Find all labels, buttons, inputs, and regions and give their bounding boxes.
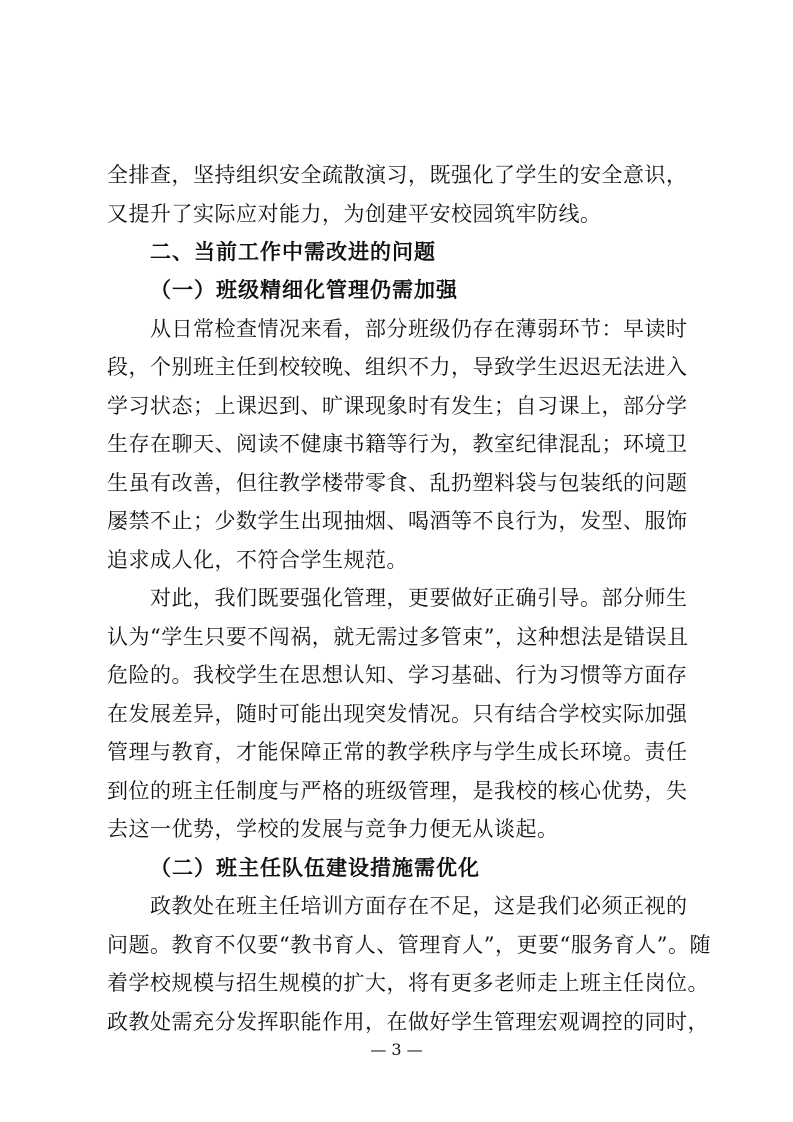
body-line: 屡禁不止；少数学生出现抽烟、喝酒等不良行为，发型、服饰	[107, 509, 688, 533]
body-line: 追求成人化，不符合学生规范。	[107, 548, 408, 572]
body-line: 对此，我们既要强化管理，更要做好正确引导。部分师生	[150, 586, 688, 610]
body-line: 危险的。我校学生在思想认知、学习基础、行为习惯等方面存	[107, 663, 688, 687]
body-line: 认为“学生只要不闯祸，就无需过多管束”，这种想法是错误且	[107, 625, 689, 649]
body-line: 学习状态；上课迟到、旷课现象时有发生；自习课上，部分学	[107, 394, 688, 418]
body-line: 从日常检查情况来看，部分班级仍存在薄弱环节：早读时	[150, 317, 688, 341]
body-line: 在发展差异，随时可能出现突发情况。只有结合学校实际加强	[107, 702, 688, 726]
body-line: 管理与教育，才能保障正常的教学秩序与学生成长环境。责任	[107, 740, 688, 764]
body-line: 又提升了实际应对能力，为创建平安校园筑牢防线。	[107, 202, 602, 226]
body-line: 政教处需充分发挥职能作用，在做好学生管理宏观调控的同时，	[107, 1010, 709, 1034]
body-line: 去这一优势，学校的发展与竞争力便无从谈起。	[107, 817, 559, 841]
body-line: 问题。教育不仅要“教书育人、管理育人”，更要“服务育人”。随	[107, 933, 711, 957]
body-line: 着学校规模与招生规模的扩大，将有更多老师走上班主任岗位。	[107, 971, 709, 995]
page-number: — 3 —	[370, 1040, 423, 1059]
body-line: 生存在聊天、阅读不健康书籍等行为，教室纪律混乱；环境卫	[107, 432, 688, 456]
subsection-heading: （一）班级精细化管理仍需加强	[150, 277, 458, 302]
body-line: 段，个别班主任到校较晚、组织不力，导致学生迟迟无法进入	[107, 355, 688, 379]
body-line: 政教处在班主任培训方面存在不足，这是我们必须正视的	[150, 894, 688, 918]
body-line: 全排查，坚持组织安全疏散演习，既强化了学生的安全意识，	[107, 163, 688, 187]
body-line: 生虽有改善，但往教学楼带零食、乱扔塑料袋与包装纸的问题	[107, 471, 688, 495]
subsection-heading: （二）班主任队伍建设措施需优化	[150, 855, 480, 880]
body-line: 到位的班主任制度与严格的班级管理，是我校的核心优势，失	[107, 779, 688, 803]
section-heading: 二、当前工作中需改进的问题	[150, 239, 436, 264]
